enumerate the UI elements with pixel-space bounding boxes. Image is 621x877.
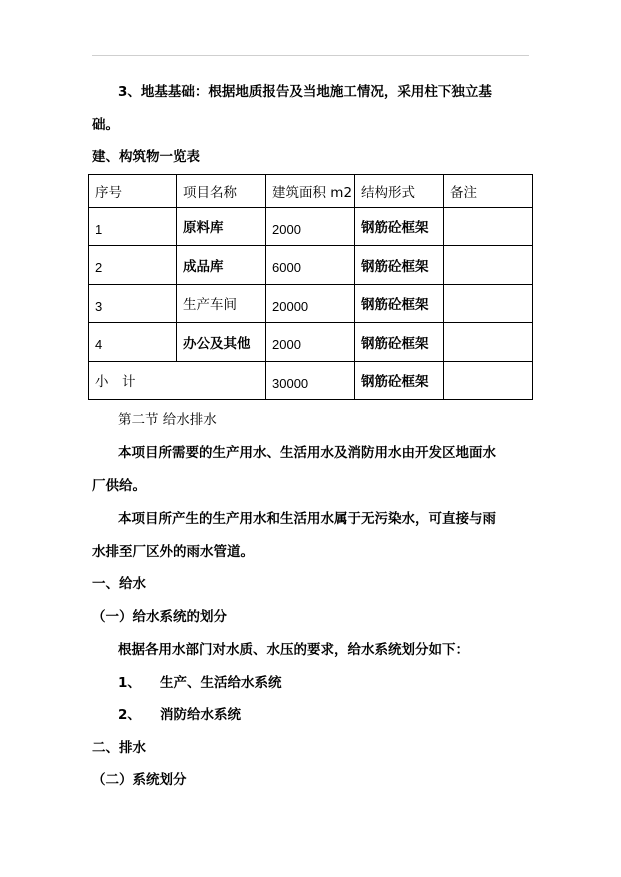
table-title: 建、构筑物一览表 <box>92 149 200 165</box>
page-header-rule <box>92 55 529 56</box>
table-subtotal-row <box>89 361 533 400</box>
para2-line2: 水排至厂区外的雨水管道。 <box>92 544 254 560</box>
subtotal-area: 30000 <box>266 361 355 400</box>
cell-area: 2000 <box>266 323 355 362</box>
cell-no: 2 <box>89 246 177 285</box>
heading-water-supply: 一、给水 <box>92 576 146 592</box>
table-row <box>89 207 533 246</box>
cell-note <box>444 284 533 323</box>
heading-drainage: 二、排水 <box>92 740 146 756</box>
cell-structure: 钢筋砼框架 <box>355 207 444 246</box>
cell-name: 办公及其他 <box>177 323 266 362</box>
supply-item-2-number: 2、 <box>118 707 141 723</box>
subtotal-structure: 钢筋砼框架 <box>355 361 444 400</box>
header-area: 建筑面积 m2 <box>266 175 355 208</box>
cell-name: 成品库 <box>177 246 266 285</box>
cell-name: 原料库 <box>177 207 266 246</box>
table-row <box>89 323 533 362</box>
cell-note <box>444 323 533 362</box>
supply-item-1-number: 1、 <box>118 675 141 691</box>
supply-intro: 根据各用水部门对水质、水压的要求，给水系统划分如下： <box>118 642 469 658</box>
cell-note <box>444 207 533 246</box>
table-row <box>89 284 533 323</box>
table-row <box>89 246 533 285</box>
section-title: 第二节 给水排水 <box>118 412 217 428</box>
buildings-table <box>88 174 533 400</box>
cell-no: 4 <box>89 323 177 362</box>
para2-line1: 本项目所产生的生产用水和生活用水属于无污染水，可直接与雨 <box>118 511 496 527</box>
header-name: 项目名称 <box>177 175 266 208</box>
cell-area: 20000 <box>266 284 355 323</box>
header-note: 备注 <box>444 175 533 208</box>
para1-line2: 厂供给。 <box>92 478 146 494</box>
cell-structure: 钢筋砼框架 <box>355 284 444 323</box>
cell-area: 6000 <box>266 246 355 285</box>
cell-area: 2000 <box>266 207 355 246</box>
cell-no: 3 <box>89 284 177 323</box>
header-no: 序号 <box>89 175 177 208</box>
cell-no: 1 <box>89 207 177 246</box>
foundation-paragraph-line1: 3、地基基础：根据地质报告及当地施工情况，采用柱下独立基 <box>118 84 492 100</box>
subtotal-note <box>444 361 533 400</box>
foundation-paragraph-line2: 础。 <box>92 117 119 133</box>
cell-structure: 钢筋砼框架 <box>355 246 444 285</box>
heading-supply-division: （一）给水系统的划分 <box>92 609 227 625</box>
cell-structure: 钢筋砼框架 <box>355 323 444 362</box>
para1-line1: 本项目所需要的生产用水、生活用水及消防用水由开发区地面水 <box>118 445 496 461</box>
heading-drainage-division: （二）系统划分 <box>92 772 187 788</box>
supply-item-1-text: 生产、生活给水系统 <box>160 675 282 691</box>
supply-item-2-text: 消防给水系统 <box>160 707 241 723</box>
header-structure: 结构形式 <box>355 175 444 208</box>
table-header-row <box>89 175 533 208</box>
cell-name: 生产车间 <box>177 284 266 323</box>
cell-note <box>444 246 533 285</box>
subtotal-label: 小 计 <box>89 361 266 400</box>
